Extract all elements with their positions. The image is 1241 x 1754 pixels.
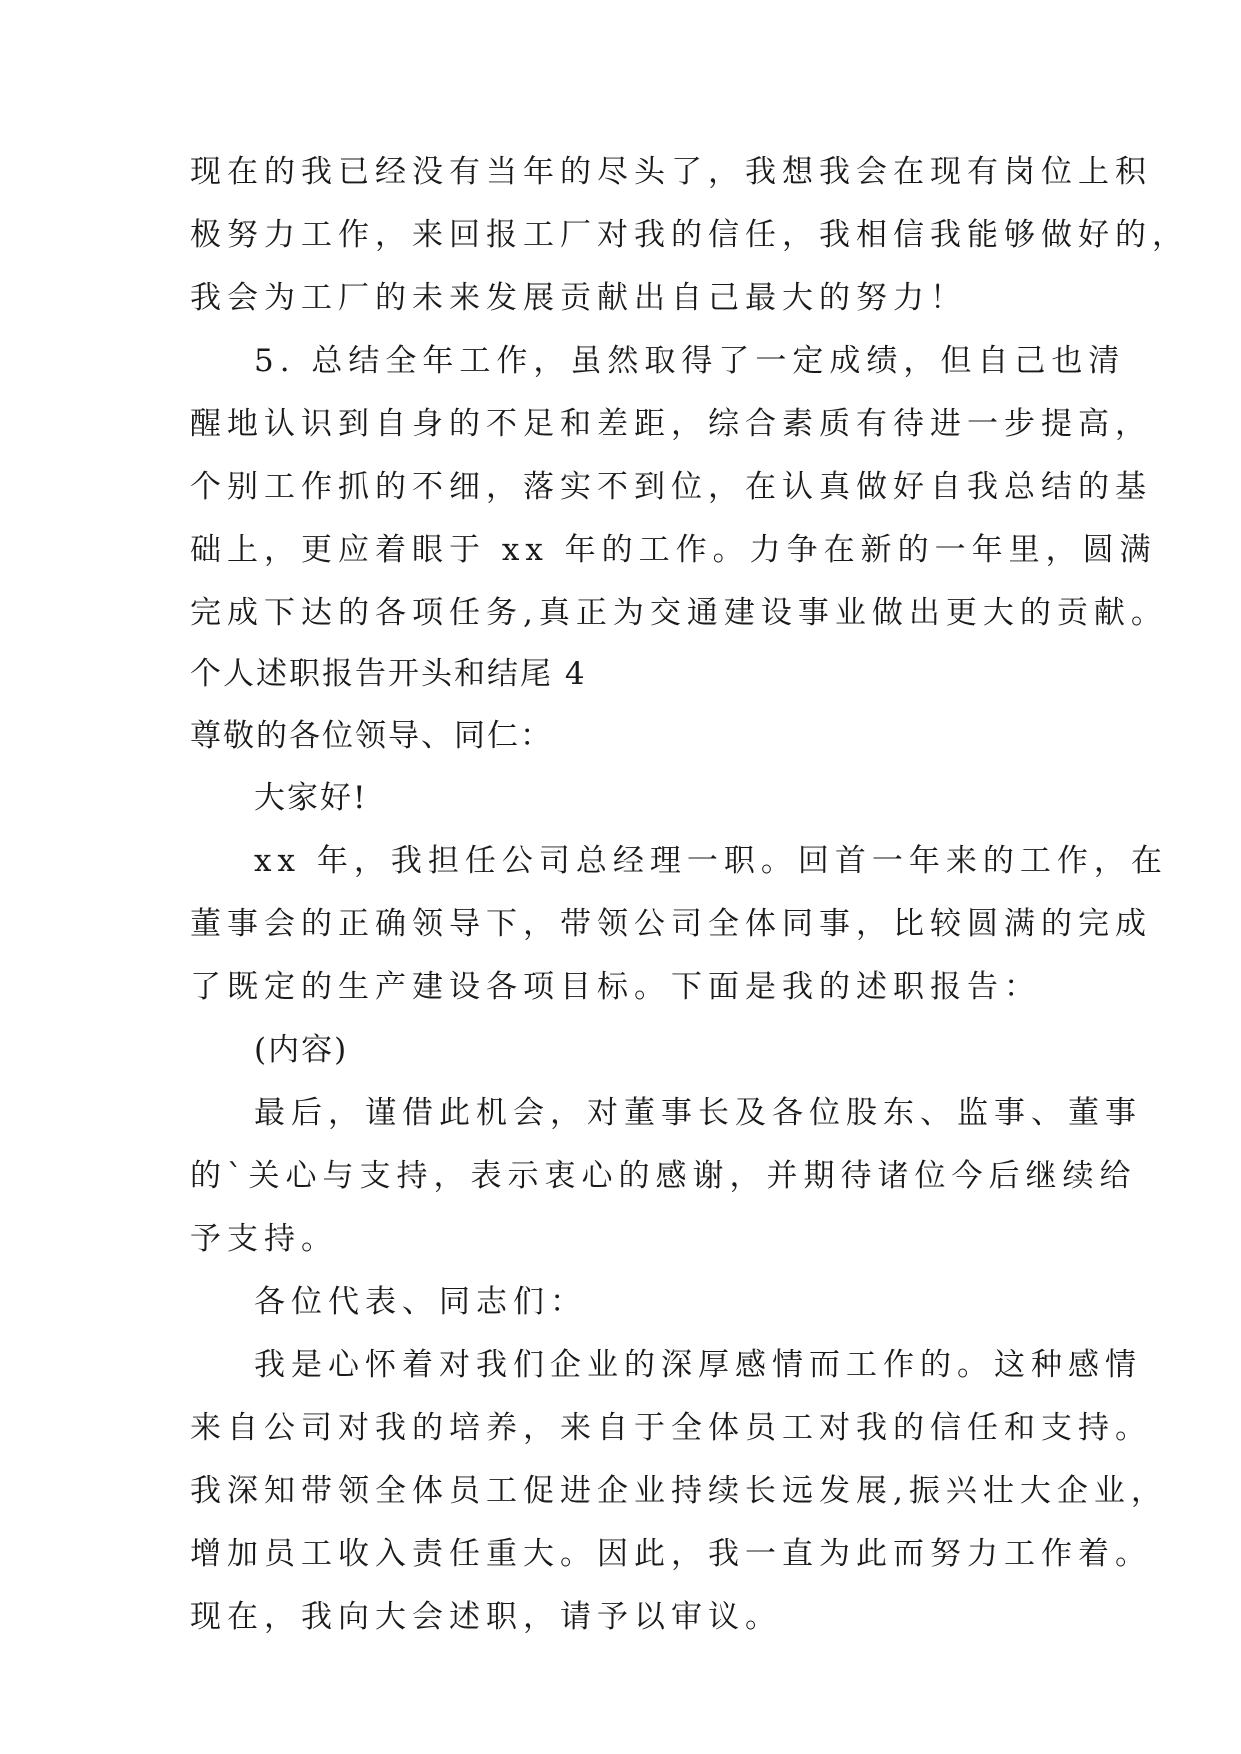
text-line: 的`关心与支持，表示衷心的感谢，并期待诸位今后继续给 <box>190 1158 1137 1194</box>
paragraph-start: 最后，谨借此机会，对董事长及各位股东、监事、董事 <box>254 1095 1142 1131</box>
text-line: 极努力工作，来回报工厂对我的信任，我相信我能够做好的， <box>190 217 1189 253</box>
paragraph-start: 我是心怀着对我们企业的深厚感情而工作的。这种感情 <box>254 1347 1142 1383</box>
salutation: 各位代表、同志们： <box>254 1284 587 1320</box>
text-line: 董事会的正确领导下，带领公司全体同事，比较圆满的完成 <box>190 906 1152 942</box>
text-line: 来自公司对我的培养，来自于全体员工对我的信任和支持。 <box>190 1410 1152 1446</box>
text-line: 了既定的生产建设各项目标。下面是我的述职报告： <box>190 969 1041 1005</box>
paragraph-start: xx 年，我担任公司总经理一职。回首一年来的工作，在 <box>254 843 1168 879</box>
salutation: 尊敬的各位领导、同仁： <box>190 718 553 754</box>
text-line: 现在的我已经没有当年的尽头了，我想我会在现有岗位上积 <box>190 154 1152 190</box>
text-line: 完成下达的各项任务,真正为交通建设事业做出更大的贡献。 <box>190 595 1168 631</box>
text-line: 增加员工收入责任重大。因此，我一直为此而努力工作着。 <box>190 1536 1152 1572</box>
text-line: 醒地认识到自身的不足和差距，综合素质有待进一步提高， <box>190 406 1152 442</box>
text-line: 础上，更应着眼于 xx 年的工作。力争在新的一年里，圆满 <box>190 532 1157 568</box>
greeting: 大家好! <box>254 780 368 816</box>
text-line: 现在，我向大会述职，请予以审议。 <box>190 1599 782 1635</box>
text-line: 我会为工厂的未来发展贡献出自己最大的努力！ <box>190 280 967 316</box>
list-item-paragraph: 5. 总结全年工作，虽然取得了一定成绩，但自己也清 <box>254 343 1126 379</box>
section-heading: 个人述职报告开头和结尾 4 <box>190 656 587 692</box>
text-line: 予支持。 <box>190 1221 338 1257</box>
text-line: 个别工作抓的不细，落实不到位，在认真做好自我总结的基 <box>190 469 1152 505</box>
text-line: 我深知带领全体员工促进企业持续长远发展,振兴壮大企业， <box>190 1473 1168 1509</box>
placeholder-content: (内容) <box>254 1032 349 1068</box>
